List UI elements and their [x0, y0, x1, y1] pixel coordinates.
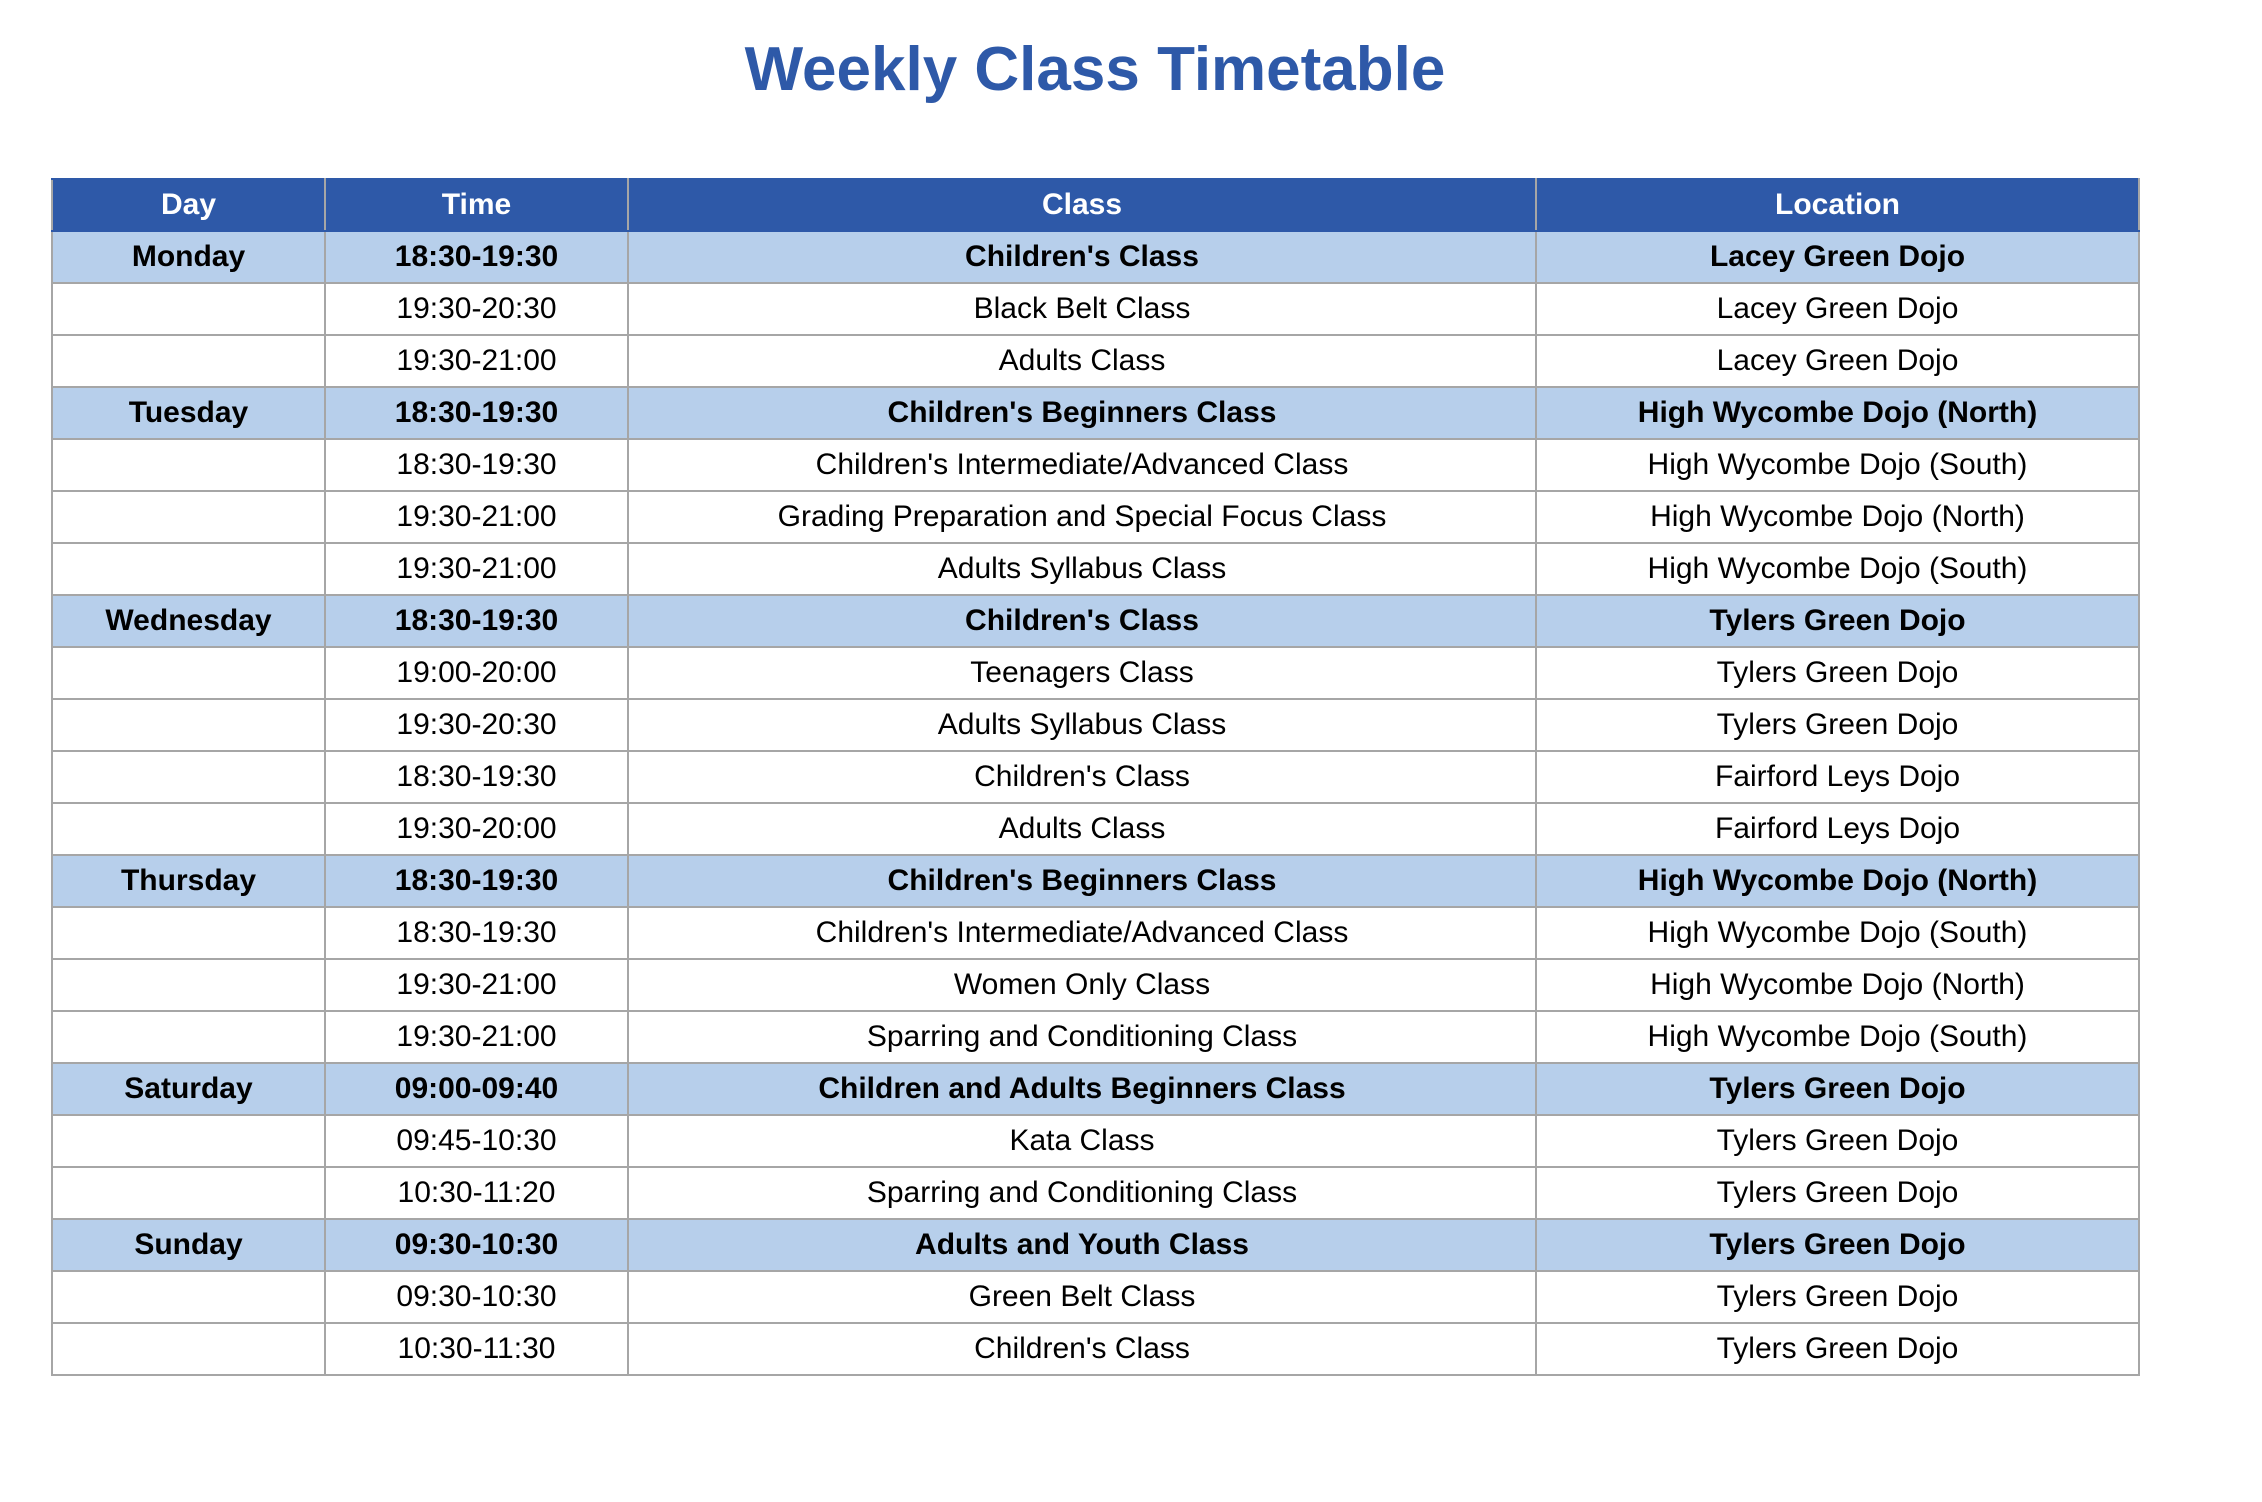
table-row [52, 647, 2139, 699]
cell-day [52, 1323, 325, 1375]
header-class: Class [628, 179, 1536, 231]
day-start-row [52, 1063, 2139, 1115]
cell-day [52, 335, 325, 387]
day-start-row [52, 231, 2139, 283]
table-row [52, 543, 2139, 595]
cell-time: 19:30-20:30 [325, 699, 628, 751]
cell-class: Children and Adults Beginners Class [628, 1063, 1536, 1115]
cell-location: High Wycombe Dojo (North) [1536, 855, 2139, 907]
cell-time: 09:30-10:30 [325, 1219, 628, 1271]
cell-class: Children's Intermediate/Advanced Class [628, 907, 1536, 959]
table-row [52, 699, 2139, 751]
cell-day: Wednesday [52, 595, 325, 647]
table-header-row [52, 179, 2139, 231]
cell-location: High Wycombe Dojo (South) [1536, 907, 2139, 959]
table-row [52, 803, 2139, 855]
cell-location: Lacey Green Dojo [1536, 283, 2139, 335]
table-row [52, 1115, 2139, 1167]
cell-day [52, 907, 325, 959]
cell-class: Children's Intermediate/Advanced Class [628, 439, 1536, 491]
table-row [52, 283, 2139, 335]
cell-class: Adults Class [628, 803, 1536, 855]
day-start-row [52, 387, 2139, 439]
cell-location: High Wycombe Dojo (South) [1536, 439, 2139, 491]
cell-class: Children's Class [628, 751, 1536, 803]
cell-class: Green Belt Class [628, 1271, 1536, 1323]
table-row [52, 959, 2139, 1011]
day-start-row [52, 1219, 2139, 1271]
cell-day [52, 1167, 325, 1219]
cell-class: Children's Beginners Class [628, 387, 1536, 439]
cell-location: Tylers Green Dojo [1536, 1271, 2139, 1323]
cell-class: Women Only Class [628, 959, 1536, 1011]
cell-class: Children's Beginners Class [628, 855, 1536, 907]
cell-day: Saturday [52, 1063, 325, 1115]
cell-class: Children's Class [628, 1323, 1536, 1375]
cell-class: Adults Syllabus Class [628, 699, 1536, 751]
cell-day: Monday [52, 231, 325, 283]
cell-location: Tylers Green Dojo [1536, 1167, 2139, 1219]
table-row [52, 335, 2139, 387]
cell-day [52, 1011, 325, 1063]
cell-time: 19:00-20:00 [325, 647, 628, 699]
cell-time: 18:30-19:30 [325, 387, 628, 439]
cell-time: 10:30-11:20 [325, 1167, 628, 1219]
cell-day [52, 803, 325, 855]
cell-time: 18:30-19:30 [325, 595, 628, 647]
table-row [52, 1167, 2139, 1219]
cell-time: 19:30-20:30 [325, 283, 628, 335]
cell-class: Children's Class [628, 595, 1536, 647]
cell-location: High Wycombe Dojo (North) [1536, 959, 2139, 1011]
cell-day: Sunday [52, 1219, 325, 1271]
cell-day [52, 1115, 325, 1167]
cell-day [52, 647, 325, 699]
cell-class: Adults Syllabus Class [628, 543, 1536, 595]
table-row [52, 491, 2139, 543]
cell-day [52, 543, 325, 595]
cell-time: 09:45-10:30 [325, 1115, 628, 1167]
header-location: Location [1536, 179, 2139, 231]
cell-location: Tylers Green Dojo [1536, 1063, 2139, 1115]
table-row [52, 1323, 2139, 1375]
cell-class: Sparring and Conditioning Class [628, 1011, 1536, 1063]
day-start-row [52, 595, 2139, 647]
cell-location: Fairford Leys Dojo [1536, 803, 2139, 855]
table-row [52, 1271, 2139, 1323]
cell-day [52, 439, 325, 491]
cell-time: 10:30-11:30 [325, 1323, 628, 1375]
cell-time: 18:30-19:30 [325, 231, 628, 283]
cell-time: 18:30-19:30 [325, 751, 628, 803]
cell-day [52, 959, 325, 1011]
cell-location: High Wycombe Dojo (North) [1536, 387, 2139, 439]
header-time: Time [325, 179, 628, 231]
cell-location: Tylers Green Dojo [1536, 699, 2139, 751]
cell-class: Sparring and Conditioning Class [628, 1167, 1536, 1219]
cell-day [52, 751, 325, 803]
cell-class: Black Belt Class [628, 283, 1536, 335]
cell-day [52, 1271, 325, 1323]
cell-day [52, 699, 325, 751]
header-day: Day [52, 179, 325, 231]
cell-location: Tylers Green Dojo [1536, 647, 2139, 699]
cell-time: 19:30-21:00 [325, 1011, 628, 1063]
cell-time: 18:30-19:30 [325, 907, 628, 959]
cell-location: Lacey Green Dojo [1536, 335, 2139, 387]
table-row [52, 907, 2139, 959]
cell-day [52, 283, 325, 335]
cell-location: High Wycombe Dojo (South) [1536, 543, 2139, 595]
cell-time: 19:30-21:00 [325, 491, 628, 543]
cell-time: 09:30-10:30 [325, 1271, 628, 1323]
cell-location: Tylers Green Dojo [1536, 1115, 2139, 1167]
cell-location: High Wycombe Dojo (South) [1536, 1011, 2139, 1063]
cell-location: Tylers Green Dojo [1536, 595, 2139, 647]
cell-location: Tylers Green Dojo [1536, 1219, 2139, 1271]
cell-class: Children's Class [628, 231, 1536, 283]
cell-location: High Wycombe Dojo (North) [1536, 491, 2139, 543]
cell-time: 19:30-21:00 [325, 543, 628, 595]
cell-day: Thursday [52, 855, 325, 907]
table-row [52, 1011, 2139, 1063]
cell-location: Fairford Leys Dojo [1536, 751, 2139, 803]
page-title: Weekly Class Timetable [744, 35, 1446, 104]
table-body [52, 231, 2139, 1375]
table-row [52, 751, 2139, 803]
cell-location: Lacey Green Dojo [1536, 231, 2139, 283]
table-row [52, 439, 2139, 491]
cell-time: 19:30-21:00 [325, 959, 628, 1011]
cell-day: Tuesday [52, 387, 325, 439]
cell-time: 19:30-21:00 [325, 335, 628, 387]
cell-class: Kata Class [628, 1115, 1536, 1167]
cell-time: 18:30-19:30 [325, 855, 628, 907]
cell-class: Adults and Youth Class [628, 1219, 1536, 1271]
cell-time: 19:30-20:00 [325, 803, 628, 855]
day-start-row [52, 855, 2139, 907]
cell-location: Tylers Green Dojo [1536, 1323, 2139, 1375]
cell-class: Adults Class [628, 335, 1536, 387]
cell-class: Teenagers Class [628, 647, 1536, 699]
cell-time: 09:00-09:40 [325, 1063, 628, 1115]
timetable-table [51, 178, 2140, 1376]
cell-class: Grading Preparation and Special Focus Class [628, 491, 1536, 543]
cell-time: 18:30-19:30 [325, 439, 628, 491]
cell-day [52, 491, 325, 543]
